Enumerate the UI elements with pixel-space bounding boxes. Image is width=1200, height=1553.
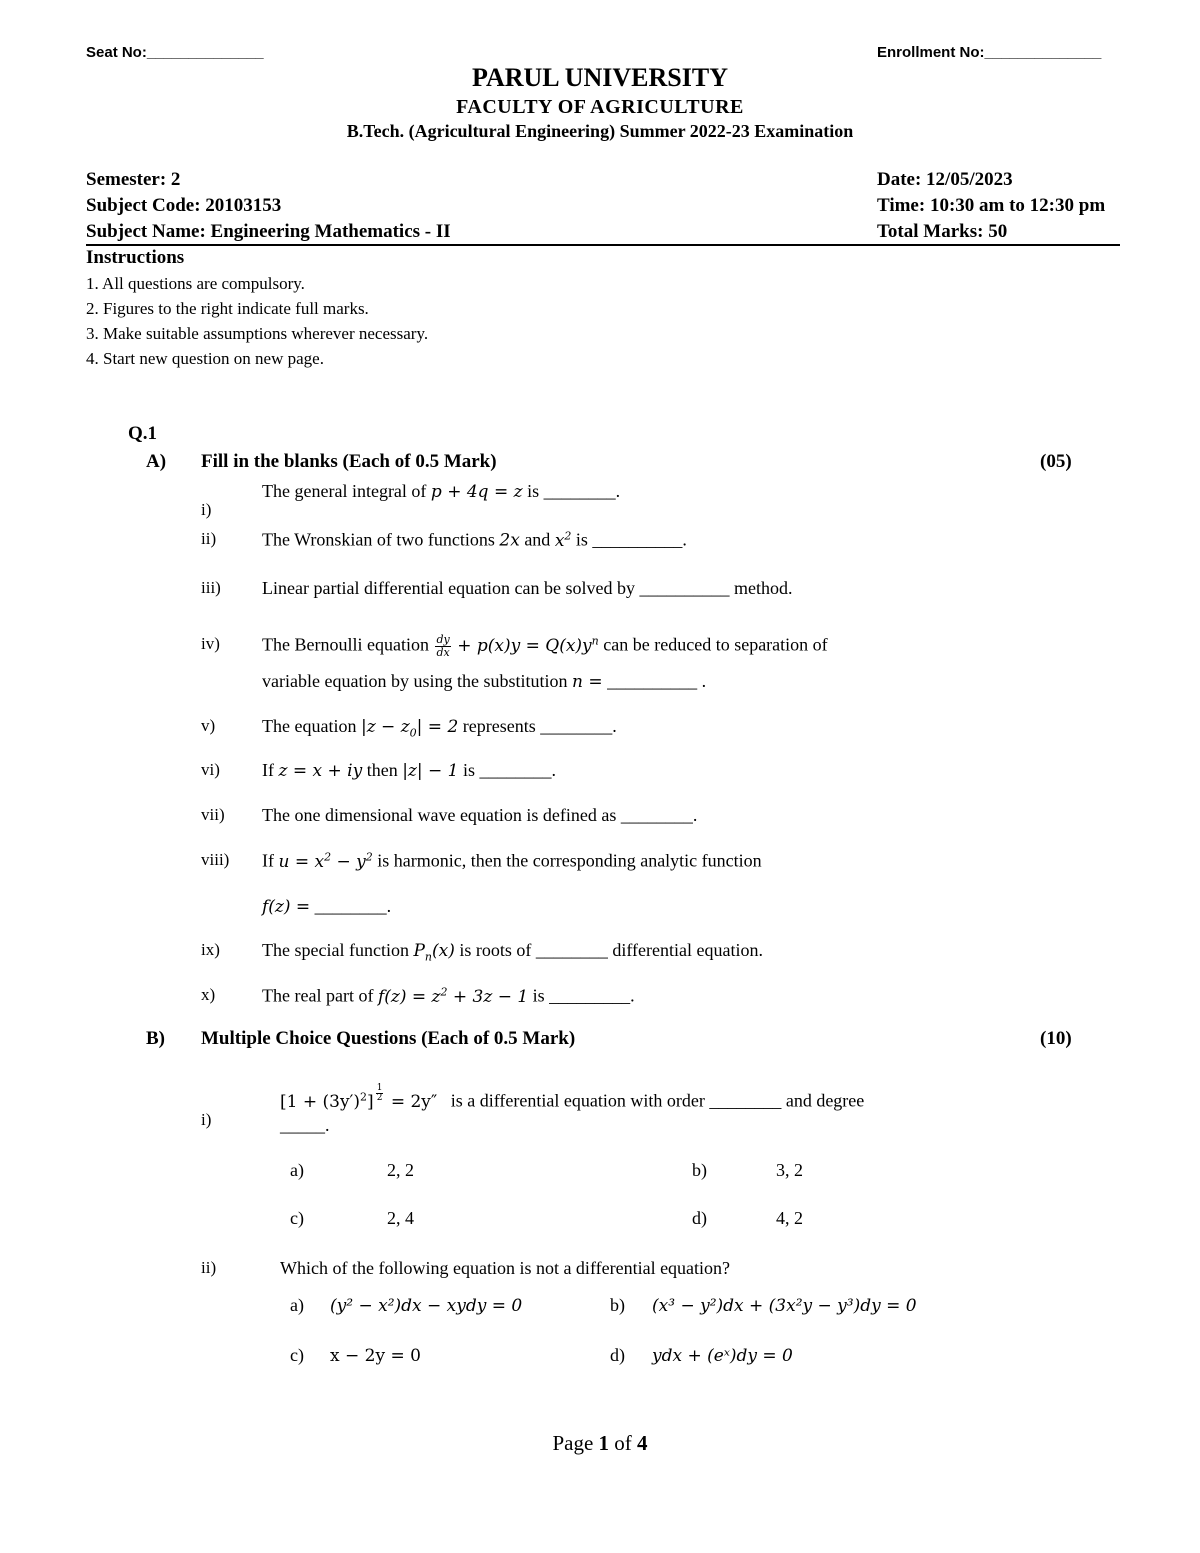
- math-expression: [280, 1083, 438, 1112]
- question-number: Q.1: [128, 423, 158, 444]
- option-value: 2, 2: [387, 1160, 414, 1180]
- exam-time: Time: 10:30 am to 12:30 pm: [877, 195, 1106, 216]
- math-expression: p + 4q = z: [430, 482, 523, 502]
- fraction-one-half: [376, 1084, 384, 1103]
- question-text: is ________.: [462, 760, 556, 780]
- math-base: f(z) = z: [377, 986, 441, 1007]
- math-expression: n =: [571, 672, 603, 692]
- item-number: iii): [201, 578, 221, 597]
- math-subscript: n: [424, 950, 432, 964]
- fill-blank-question-1: [262, 481, 620, 502]
- math-base: + 3z − 1: [452, 986, 529, 1007]
- math-superscript: 2: [324, 850, 332, 863]
- fill-blank-question-5: [262, 716, 617, 739]
- question-text: The special function: [262, 940, 409, 960]
- option-label: d): [610, 1345, 625, 1365]
- fraction-numerator: 1: [376, 1083, 383, 1093]
- question-text: __________ .: [607, 671, 707, 691]
- fill-blank-question-4: [262, 634, 828, 659]
- header-divider: [86, 244, 1120, 246]
- option-value: ydx + (eˣ)dy = 0: [652, 1346, 793, 1366]
- math-expression: 2x: [499, 530, 520, 551]
- math-base: x: [554, 530, 565, 551]
- item-number: viii): [201, 850, 230, 869]
- math-base: | = 2: [416, 717, 459, 737]
- item-number: ii): [201, 1258, 217, 1277]
- fraction-denominator: 2: [376, 1093, 383, 1103]
- section-a-marks: (05): [1040, 451, 1072, 472]
- mcq-question-1-line2: _____.: [280, 1115, 330, 1135]
- option-label: d): [692, 1208, 707, 1228]
- math-expression: [457, 636, 599, 656]
- item-number: x): [201, 985, 216, 1004]
- exam-title: B.Tech. (Agricultural Engineering) Summer 2022-23 Examination: [346, 121, 854, 141]
- math-superscript: 2: [564, 529, 572, 542]
- item-number: i): [201, 1110, 212, 1129]
- question-text: is harmonic, then the corresponding analytic function: [377, 850, 762, 871]
- fill-blank-question-6: [262, 760, 556, 781]
- option-label: c): [290, 1208, 304, 1228]
- item-number: i): [201, 500, 212, 519]
- math-expression: f(z) =: [262, 897, 311, 917]
- question-text: The equation: [262, 716, 357, 736]
- math-expression: [413, 941, 455, 964]
- math-superscript: 2: [360, 1090, 368, 1103]
- option-value: 2, 4: [387, 1208, 414, 1228]
- option-label: b): [610, 1295, 625, 1315]
- option-value: x − 2y = 0: [330, 1346, 421, 1366]
- item-number: ii): [201, 529, 217, 548]
- fill-blank-question-8: [262, 850, 762, 872]
- question-text: If: [262, 760, 274, 780]
- page-footer: [0, 1431, 1200, 1456]
- math-base: |z − z: [360, 717, 410, 737]
- fill-blank-question-10: [262, 985, 635, 1007]
- math-base: − y: [336, 851, 366, 872]
- math-base: ]: [367, 1091, 374, 1112]
- option-label: b): [692, 1160, 707, 1180]
- question-text: The Bernoulli equation: [262, 634, 429, 655]
- item-number: ix): [201, 940, 220, 959]
- subject-name: Subject Name: Engineering Mathematics - II: [86, 221, 451, 242]
- instructions-heading: Instructions: [86, 247, 185, 268]
- total-marks: Total Marks: 50: [877, 221, 1008, 242]
- question-text: represents ________.: [462, 716, 617, 736]
- math-subscript: 0: [409, 726, 417, 740]
- subject-code: Subject Code: 20103153: [86, 195, 282, 216]
- question-text: is roots of ________ differential equation.: [459, 940, 763, 960]
- option-label: a): [290, 1295, 304, 1315]
- fill-blank-question-4-line2: [262, 671, 706, 692]
- instruction-item: 3. Make suitable assumptions wherever necessary.: [86, 324, 429, 343]
- mcq-question-1: [280, 1084, 864, 1112]
- mcq-question-2: Which of the following equation is not a differential equation?: [280, 1258, 731, 1278]
- fill-blank-question-2: [262, 529, 687, 551]
- section-b-letter: B): [146, 1028, 165, 1049]
- exam-date: Date: 12/05/2023: [877, 169, 1013, 190]
- option-value: 3, 2: [776, 1160, 803, 1180]
- math-expression: [555, 531, 572, 551]
- question-text: The real part of: [262, 985, 374, 1006]
- question-text: is __________.: [575, 529, 687, 550]
- question-text: If: [262, 850, 274, 871]
- option-label: c): [290, 1345, 304, 1365]
- question-text: is ________.: [527, 481, 621, 501]
- math-base: P: [413, 941, 425, 961]
- question-text: The Wronskian of two functions: [262, 529, 495, 550]
- math-base: u = x: [278, 851, 325, 872]
- page-prefix: Page: [552, 1431, 594, 1455]
- question-text: variable equation by using the substitution: [262, 671, 568, 691]
- math-base: = 2y″: [390, 1091, 438, 1112]
- option-value: 4, 2: [776, 1208, 803, 1228]
- instruction-item: 4. Start new question on new page.: [86, 349, 324, 368]
- seat-no-field: Seat No:______________: [86, 44, 264, 61]
- math-expression: z = x + iy: [278, 761, 363, 781]
- fill-blank-question-7: The one dimensional wave equation is defined as ________.: [262, 805, 698, 825]
- fraction-numerator: dy: [436, 633, 450, 647]
- math-expression: [378, 987, 528, 1007]
- section-a-letter: A): [146, 451, 167, 472]
- page-total: 4: [637, 1431, 648, 1455]
- question-text: is a differential equation with order ________ and degree: [450, 1090, 865, 1111]
- math-superscript: n: [591, 634, 599, 647]
- math-superscript: 2: [365, 850, 373, 863]
- math-base: (x): [432, 941, 455, 961]
- university-name: PARUL UNIVERSITY: [472, 63, 728, 92]
- question-text: ________.: [314, 896, 392, 916]
- math-base: + p(x)y = Q(x)y: [457, 635, 592, 656]
- enrollment-no-field: Enrollment No:______________: [877, 44, 1102, 61]
- option-value: (y² − x²)dx − xydy = 0: [330, 1296, 523, 1316]
- page-number: 1: [598, 1431, 610, 1455]
- math-base: [1 + (3y′): [280, 1091, 361, 1112]
- item-number: vi): [201, 760, 220, 779]
- instruction-item: 1. All questions are compulsory.: [86, 274, 305, 293]
- section-a-title: Fill in the blanks (Each of 0.5 Mark): [201, 451, 497, 472]
- section-b-title: Multiple Choice Questions (Each of 0.5 Mark): [201, 1028, 576, 1049]
- question-text: can be reduced to separation of: [603, 634, 828, 655]
- item-number: iv): [201, 634, 220, 653]
- semester: Semester: 2: [86, 169, 181, 190]
- option-value: (x³ − y²)dx + (3x²y − y³)dy = 0: [652, 1296, 917, 1316]
- fill-blank-question-8-line2: [262, 896, 391, 917]
- math-expression: [360, 717, 459, 740]
- fraction-dy-dx: [435, 634, 450, 659]
- question-text: then: [366, 760, 398, 780]
- fill-blank-question-3: Linear partial differential equation can be solved by __________ method.: [262, 578, 793, 598]
- faculty-name: FACULTY OF AGRICULTURE: [456, 96, 744, 118]
- fraction-denominator: dx: [436, 646, 450, 660]
- item-number: vii): [201, 805, 225, 824]
- math-expression: [279, 852, 373, 872]
- question-text: and: [524, 529, 551, 550]
- item-number: v): [201, 716, 216, 735]
- math-superscript: 2: [440, 985, 448, 998]
- page-of: of: [614, 1431, 632, 1455]
- question-text: The general integral of: [262, 481, 427, 501]
- fill-blank-question-9: [262, 940, 763, 963]
- question-text: is _________.: [532, 985, 635, 1006]
- section-b-marks: (10): [1040, 1028, 1072, 1049]
- math-expression: |z| − 1: [402, 761, 459, 781]
- instruction-item: 2. Figures to the right indicate full marks.: [86, 299, 369, 318]
- option-label: a): [290, 1160, 304, 1180]
